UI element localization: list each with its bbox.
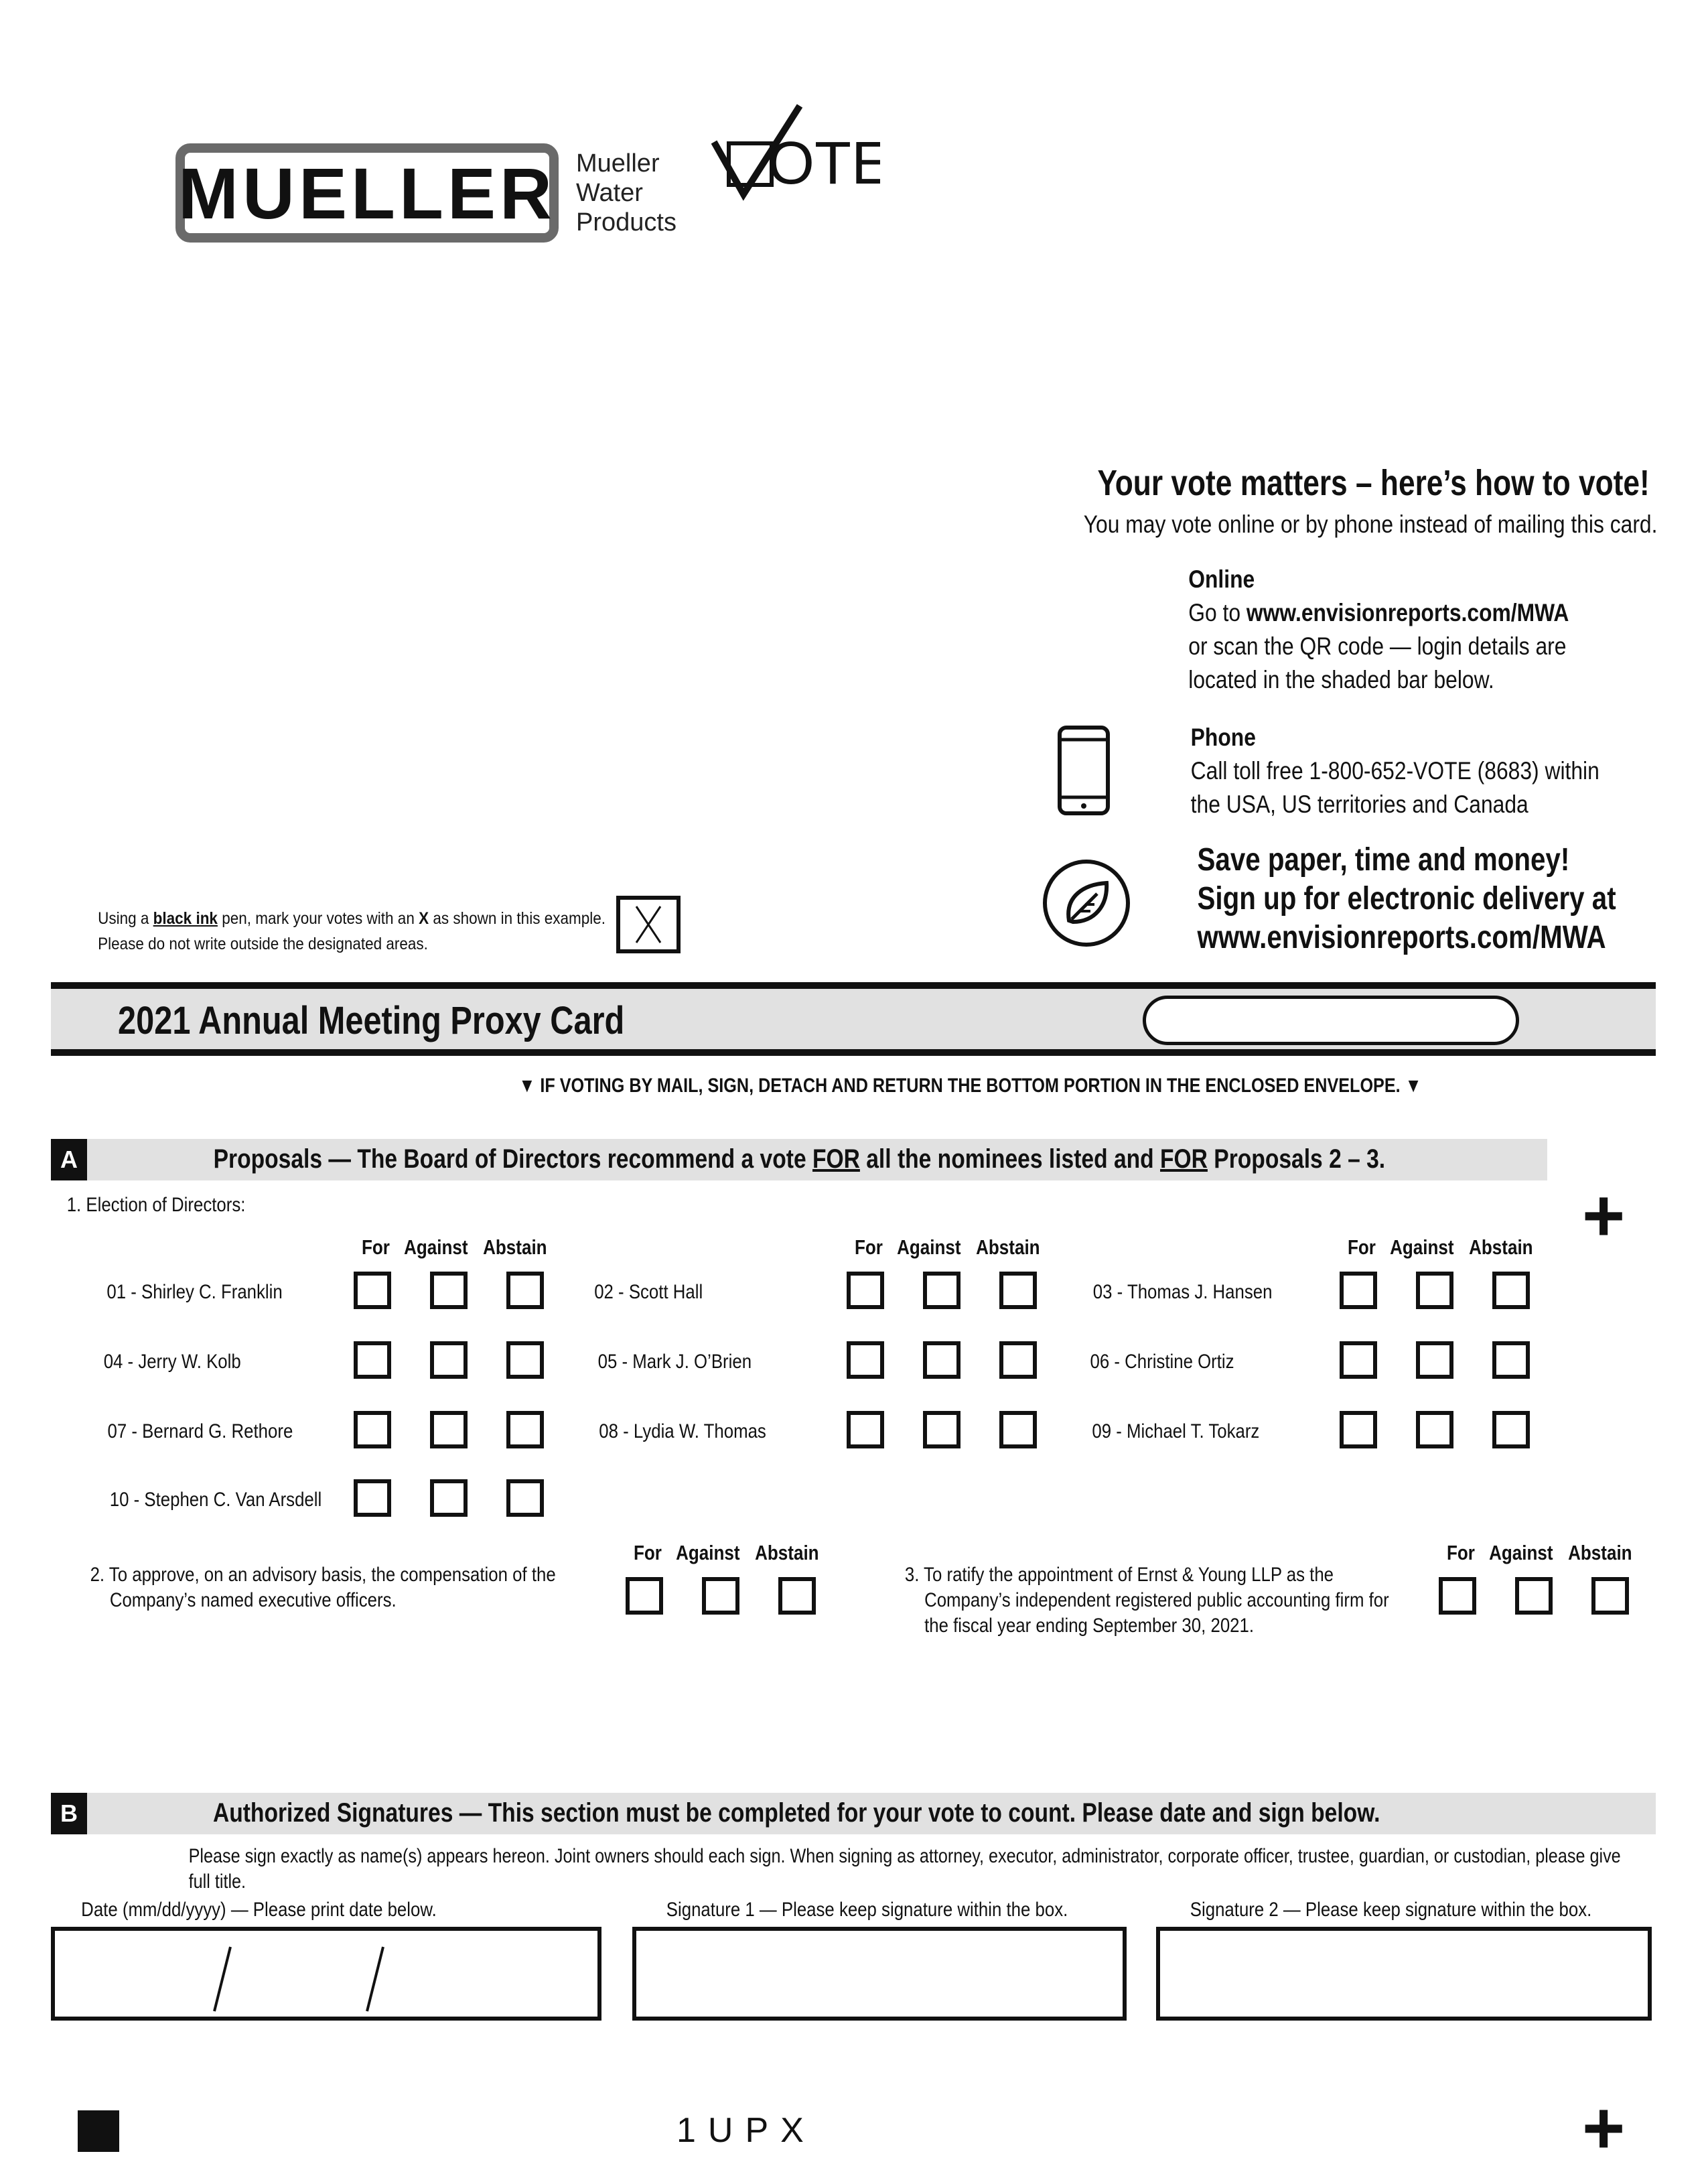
nominee-7-for-checkbox[interactable] bbox=[354, 1411, 391, 1448]
section-a-for: FOR bbox=[1160, 1144, 1208, 1174]
column-header-for: For bbox=[1347, 1235, 1376, 1259]
nominee-7-abstain-checkbox[interactable] bbox=[506, 1411, 544, 1448]
instr-text: as shown in this example. bbox=[429, 909, 606, 928]
nominee-name: 02 - Scott Hall bbox=[594, 1281, 703, 1303]
leaf-icon bbox=[1041, 858, 1132, 952]
instr-text: pen, mark your votes with an bbox=[217, 909, 419, 928]
instr-black-ink: black ink bbox=[153, 909, 218, 928]
nominee-7-against-checkbox[interactable] bbox=[430, 1411, 468, 1448]
proposal-3-line: 3. To ratify the appointment of Ernst & Young LLP as the bbox=[904, 1564, 1334, 1586]
online-go-to: Go to bbox=[1188, 599, 1247, 626]
registration-mark: + bbox=[1582, 2087, 1626, 2169]
signature-instructions-line: Please sign exactly as name(s) appears hereon. Joint owners should each sign. When signing as attorney, executor, administrator, corporate officer, trustee, guardian, or custodian, please give bbox=[188, 1845, 1621, 1867]
column-header-for: For bbox=[1446, 1541, 1475, 1564]
vote-logo bbox=[706, 100, 880, 218]
online-line2: or scan the QR code — login details are bbox=[1188, 632, 1567, 660]
proposal-2-line: 2. To approve, on an advisory basis, the compensation of the bbox=[90, 1564, 556, 1586]
section-b-title: Authorized Signatures — This section must be completed for your vote to count. Please date and sign below. bbox=[212, 1798, 1380, 1828]
registration-mark: + bbox=[1582, 1174, 1626, 1257]
date-separators bbox=[55, 1931, 597, 2017]
nominee-2-for-checkbox[interactable] bbox=[847, 1272, 884, 1309]
nominee-name: 04 - Jerry W. Kolb bbox=[103, 1351, 241, 1373]
nominee-6-abstain-checkbox[interactable] bbox=[1492, 1341, 1530, 1379]
nominee-8-against-checkbox[interactable] bbox=[923, 1411, 960, 1448]
mail-notice: ▼ IF VOTING BY MAIL, SIGN, DETACH AND RETURN THE BOTTOM PORTION IN THE ENCLOSED ENVELOPE. ▼ bbox=[518, 1075, 1422, 1097]
nominee-name: 03 - Thomas J. Hansen bbox=[1092, 1281, 1273, 1303]
column-header-against: Against bbox=[1390, 1235, 1454, 1259]
online-heading: Online bbox=[1188, 565, 1255, 593]
paperless-line1: Save paper, time and money! bbox=[1197, 842, 1570, 878]
column-header-abstain: Abstain bbox=[1568, 1541, 1632, 1564]
nominee-4-for-checkbox[interactable] bbox=[354, 1341, 391, 1379]
signature-2-field[interactable] bbox=[1156, 1927, 1652, 2021]
column-header-abstain: Abstain bbox=[483, 1235, 547, 1259]
column-header-against: Against bbox=[404, 1235, 468, 1259]
nominee-1-abstain-checkbox[interactable] bbox=[506, 1272, 544, 1309]
column-header-abstain: Abstain bbox=[1469, 1235, 1533, 1259]
nominee-name: 07 - Bernard G. Rethore bbox=[107, 1420, 293, 1442]
phone-line1: Call toll free 1-800-652-VOTE (8683) within bbox=[1190, 757, 1599, 785]
phone-line2: the USA, US territories and Canada bbox=[1190, 791, 1528, 818]
instr-line2: Please do not write outside the designated areas. bbox=[98, 935, 428, 953]
marking-instructions bbox=[98, 906, 606, 957]
proposal-2-for-checkbox[interactable] bbox=[626, 1577, 663, 1615]
nominee-name: 08 - Lydia W. Thomas bbox=[599, 1420, 766, 1442]
nominee-1-against-checkbox[interactable] bbox=[430, 1272, 468, 1309]
nominee-name: 06 - Christine Ortiz bbox=[1090, 1351, 1234, 1373]
signature-1-label: Signature 1 — Please keep signature within the box. bbox=[666, 1899, 1068, 1921]
section-a-title-text: Proposals 2 – 3. bbox=[1207, 1144, 1386, 1174]
nominee-9-abstain-checkbox[interactable] bbox=[1492, 1411, 1530, 1448]
section-a-letter: A bbox=[51, 1139, 87, 1180]
proposal-3-line: Company’s independent registered public accounting firm for bbox=[924, 1589, 1389, 1611]
paperless-url-link[interactable]: www.envisionreports.com/MWA bbox=[1197, 920, 1606, 955]
nominee-6-against-checkbox[interactable] bbox=[1416, 1341, 1453, 1379]
online-line3: located in the shaded bar below. bbox=[1188, 666, 1494, 693]
phone-heading: Phone bbox=[1190, 724, 1256, 751]
date-field[interactable] bbox=[51, 1927, 601, 2021]
logo-side-text bbox=[576, 149, 677, 237]
footer-code: 1UPX bbox=[677, 2111, 816, 2150]
column-header-abstain: Abstain bbox=[755, 1541, 819, 1564]
nominee-2-against-checkbox[interactable] bbox=[923, 1272, 960, 1309]
proxy-card-title: 2021 Annual Meeting Proxy Card bbox=[118, 999, 625, 1042]
proposal-3-abstain-checkbox[interactable] bbox=[1591, 1577, 1629, 1615]
online-url-link[interactable]: www.envisionreports.com/MWA bbox=[1246, 599, 1569, 626]
proposal-3-against-checkbox[interactable] bbox=[1515, 1577, 1553, 1615]
nominee-9-for-checkbox[interactable] bbox=[1340, 1411, 1377, 1448]
nominee-10-against-checkbox[interactable] bbox=[430, 1479, 468, 1517]
column-header-against: Against bbox=[676, 1541, 740, 1564]
mueller-logo bbox=[175, 143, 559, 243]
date-label: Date (mm/dd/yyyy) — Please print date below. bbox=[81, 1899, 437, 1921]
nominee-10-abstain-checkbox[interactable] bbox=[506, 1479, 544, 1517]
column-header-against: Against bbox=[1489, 1541, 1553, 1564]
nominee-name: 09 - Michael T. Tokarz bbox=[1092, 1420, 1260, 1442]
section-a-for: FOR bbox=[812, 1144, 860, 1174]
election-label: 1. Election of Directors: bbox=[66, 1194, 246, 1216]
signature-instructions bbox=[189, 1844, 1621, 1895]
proposal-2-against-checkbox[interactable] bbox=[702, 1577, 739, 1615]
proposal-3-text bbox=[905, 1562, 1389, 1639]
proposal-3-for-checkbox[interactable] bbox=[1439, 1577, 1476, 1615]
section-a-title-text: all the nominees listed and bbox=[859, 1144, 1161, 1174]
column-header-abstain: Abstain bbox=[976, 1235, 1040, 1259]
section-a-title bbox=[214, 1144, 1386, 1174]
vote-info-title: Your vote matters – here’s how to vote! bbox=[1097, 463, 1650, 503]
proposal-2-abstain-checkbox[interactable] bbox=[778, 1577, 816, 1615]
instr-text: Using a bbox=[98, 909, 153, 928]
nominee-2-abstain-checkbox[interactable] bbox=[999, 1272, 1037, 1309]
vote-info-subtitle: You may vote online or by phone instead of mailing this card. bbox=[1083, 511, 1658, 538]
section-b-letter: B bbox=[51, 1793, 87, 1834]
logo-side-line: Mueller bbox=[576, 149, 660, 178]
paperless-line2: Sign up for electronic delivery at bbox=[1197, 881, 1616, 917]
paperless-promo bbox=[1198, 841, 1616, 957]
nominee-8-abstain-checkbox[interactable] bbox=[999, 1411, 1037, 1448]
logo-side-line: Water bbox=[576, 179, 643, 207]
proposal-3-line: the fiscal year ending September 30, 2021. bbox=[924, 1615, 1255, 1637]
nominee-3-for-checkbox[interactable] bbox=[1340, 1272, 1377, 1309]
signature-2-label: Signature 2 — Please keep signature within the box. bbox=[1190, 1899, 1592, 1921]
nominee-3-against-checkbox[interactable] bbox=[1416, 1272, 1453, 1309]
signature-1-field[interactable] bbox=[632, 1927, 1127, 2021]
example-x-mark bbox=[620, 900, 677, 949]
signature-instructions-line: full title. bbox=[188, 1871, 246, 1893]
column-header-for: For bbox=[361, 1235, 390, 1259]
nominee-5-against-checkbox[interactable] bbox=[923, 1341, 960, 1379]
column-header-for: For bbox=[633, 1541, 662, 1564]
nominee-9-against-checkbox[interactable] bbox=[1416, 1411, 1453, 1448]
phone-icon bbox=[1057, 725, 1111, 819]
example-mark-box bbox=[616, 896, 681, 953]
nominee-4-abstain-checkbox[interactable] bbox=[506, 1341, 544, 1379]
login-details-field bbox=[1143, 996, 1519, 1045]
proposal-2-line: Company’s named executive officers. bbox=[109, 1589, 397, 1611]
logo-wordmark: MUELLER bbox=[178, 152, 556, 234]
column-header-against: Against bbox=[897, 1235, 961, 1259]
nominee-name: 05 - Mark J. O’Brien bbox=[597, 1351, 752, 1373]
nominee-8-for-checkbox[interactable] bbox=[847, 1411, 884, 1448]
nominee-4-against-checkbox[interactable] bbox=[430, 1341, 468, 1379]
column-header-for: For bbox=[854, 1235, 883, 1259]
phone-instructions bbox=[1191, 721, 1599, 821]
svg-text:OTE: OTE bbox=[768, 130, 880, 197]
nominee-5-abstain-checkbox[interactable] bbox=[999, 1341, 1037, 1379]
nominee-name: 01 - Shirley C. Franklin bbox=[106, 1281, 283, 1303]
logo-side-line: Products bbox=[576, 208, 677, 236]
nominee-3-abstain-checkbox[interactable] bbox=[1492, 1272, 1530, 1309]
section-a-title-text: Proposals — The Board of Directors recommend a vote bbox=[213, 1144, 812, 1174]
online-instructions bbox=[1188, 563, 1569, 697]
instr-x: X bbox=[419, 909, 429, 928]
nominee-5-for-checkbox[interactable] bbox=[847, 1341, 884, 1379]
timing-mark bbox=[78, 2110, 119, 2152]
nominee-1-for-checkbox[interactable] bbox=[354, 1272, 391, 1309]
nominee-6-for-checkbox[interactable] bbox=[1340, 1341, 1377, 1379]
nominee-name: 10 - Stephen C. Van Arsdell bbox=[109, 1489, 322, 1511]
nominee-10-for-checkbox[interactable] bbox=[354, 1479, 391, 1517]
proposal-2-text bbox=[90, 1562, 556, 1613]
